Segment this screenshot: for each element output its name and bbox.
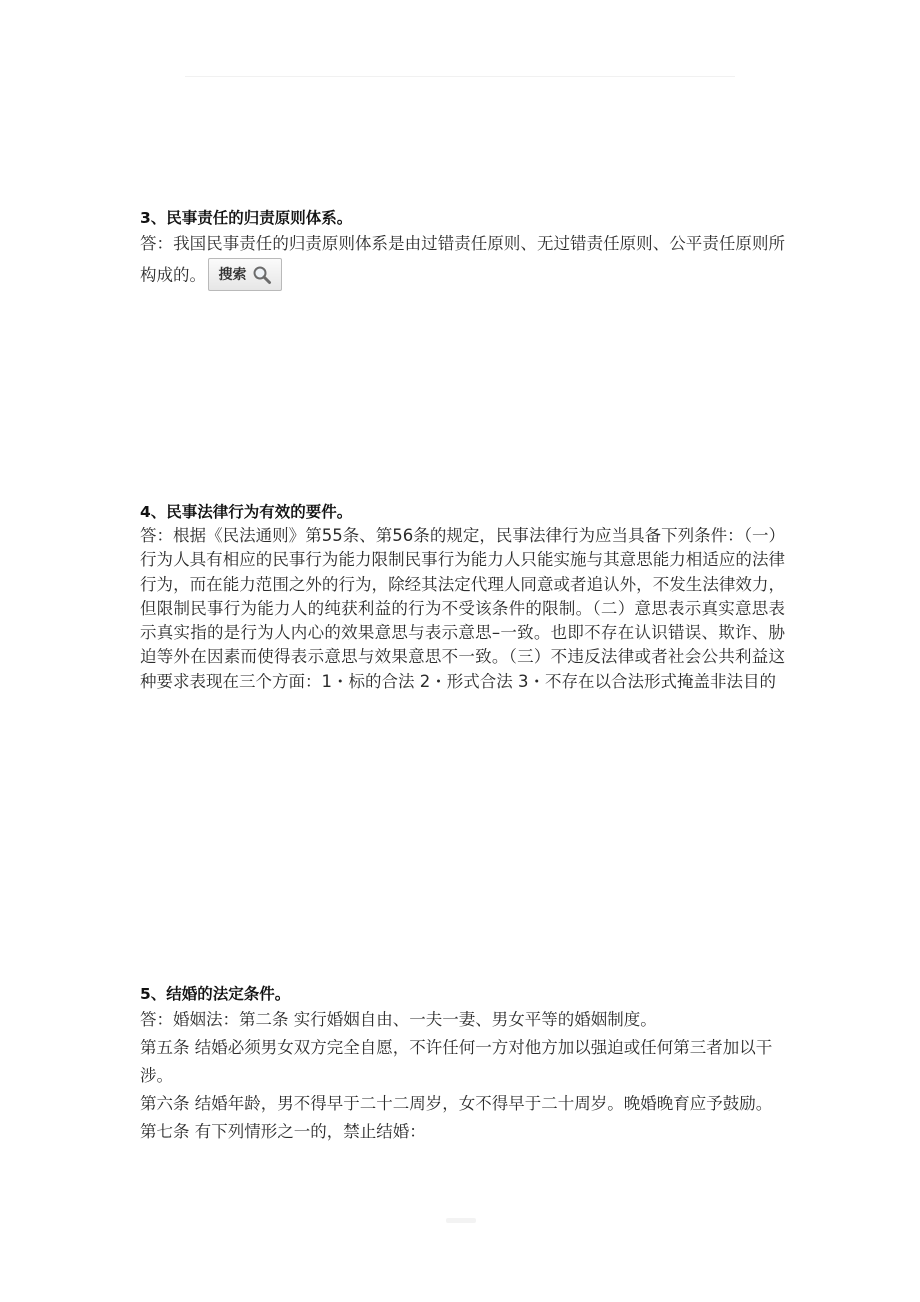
article-5-paragraph: 第五条 结婚必须男女双方完全自愿，不许任何一方对他方加以强迫或任何第三者加以干涉。 [140,1038,773,1085]
section-heading: 4、民事法律行为有效的要件。 [140,503,353,521]
section-heading: 3、民事责任的归责原则体系。 [140,209,353,227]
magnifier-icon [252,265,272,285]
article-6-paragraph: 第六条 结婚年龄，男不得早于二十二周岁，女不得早于二十周岁。晚婚晚育应予鼓励。 [140,1094,773,1113]
section-4 [140,500,785,694]
footer-mark [446,1218,476,1223]
search-button[interactable] [208,258,282,291]
section-3 [140,206,785,291]
article-7-paragraph: 第七条 有下列情形之一的，禁止结婚： [140,1122,426,1141]
section-answer: 答：根据《民法通则》第55条、第56条的规定，民事法律行为应当具备下列条件：（一）行为人具有相应的民事行为能力限制民事行为能力人只能实施与其意思能力相适应的法律行为，而在能力范围之外的行为，除经其法定代理人同意或者追认外，不发生法律效力，但限制民事行为能力人的纯获利益的行为不受该条件的限制。（二）意思表示真实意思表示真实指的是行为人内心的效果意思与表示意思–一致。也即不存在认识错误、欺诈、胁迫等外在因素而使得表示意思与效果意思不一致。（三）不违反法律或者社会公共利益这种要求表现在三个方面：1・标的合法 2・形式合法 3・不存在以合法形式掩盖非法目的 [140,526,785,691]
answer-text: 答：我国民事责任的归责原则体系是由过错责任原则、无过错责任原则、公平责任原则所构成的。 [140,234,785,285]
section-5 [140,982,785,1146]
section-heading: 5、结婚的法定条件。 [140,985,291,1003]
section-answer [140,230,785,291]
answer-paragraph: 答：婚姻法：第二条 实行婚姻自由、一夫一妻、男女平等的婚姻制度。 [140,1010,657,1029]
header-rule [185,76,735,77]
search-button-label: 搜索 [218,266,247,283]
